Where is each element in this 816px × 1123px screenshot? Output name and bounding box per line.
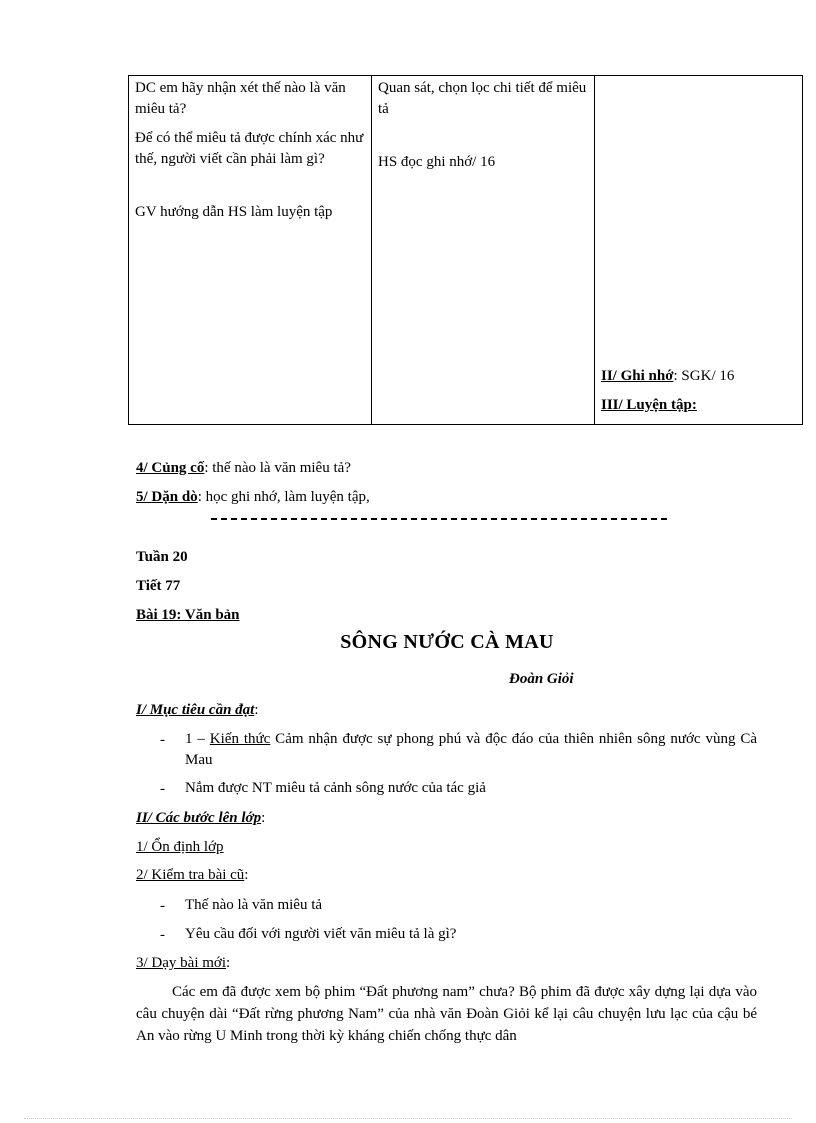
step-2: 2/ Kiểm tra bài cũ: (136, 867, 249, 883)
consolidate-text: : thế nào là văn miêu tả? (204, 460, 351, 476)
objective-item-1: 1 – Kiến thức Cảm nhận được sự phong phú và độc đáo của thiên nhiên sông nước vùng Cà Mau (185, 731, 757, 768)
consolidate-label: 4/ Củng cố (136, 460, 205, 476)
review-question-1: Thế nào là văn miêu tả (185, 897, 323, 913)
teacher-question-1: DC em hãy nhận xét thế nào là văn miêu tả? (135, 80, 346, 117)
content-column (595, 76, 802, 424)
teacher-activity-column (129, 76, 372, 424)
step-3: 3/ Dạy bài mới: (136, 955, 231, 971)
knowledge-label: Kiến thức (209, 731, 271, 747)
practice-label: III/ Luyện tập: (601, 397, 697, 413)
lesson-label: Bài 19: Văn bản (136, 607, 240, 623)
memorize-label: II/ Ghi nhớ (601, 368, 674, 384)
homework-text: : học ghi nhớ, làm luyện tập, (197, 489, 370, 505)
student-answer-1: Quan sát, chọn lọc chi tiết để miêu tả (378, 80, 587, 117)
practice-section (601, 395, 734, 416)
bullet-marker: - (160, 732, 165, 748)
consolidate-line (136, 458, 351, 479)
step-2-label: 2/ Kiểm tra bài cũ (136, 867, 245, 883)
student-activity-column (372, 76, 595, 424)
author-name: Đoàn Giỏi (509, 671, 574, 687)
objective-item-2: Nắm được NT miêu tả cảnh sông nước của tác giả (185, 780, 486, 796)
steps-heading: II/ Các bước lên lớp: (136, 810, 266, 826)
week-label: Tuần 20 (136, 549, 188, 565)
memorize-section (601, 366, 734, 387)
section-divider (211, 518, 667, 520)
bullet-marker: - (160, 927, 165, 943)
objectives-heading: I/ Mục tiêu cần đạt: (136, 702, 259, 718)
steps-label: II/ Các bước lên lớp (136, 810, 262, 826)
page-footer-line (24, 1118, 792, 1119)
homework-label: 5/ Dặn dò (136, 489, 198, 505)
student-answer-2: HS đọc ghi nhớ/ 16 (378, 154, 496, 170)
teacher-question-2: Để có thể miêu tả được chính xác như thế, người viết cần phải làm gì? (135, 130, 364, 167)
objectives-label: I/ Mục tiêu cần đạt (136, 702, 255, 718)
page-title: SÔNG NƯỚC CÀ MAU (340, 631, 554, 653)
period-label: Tiết 77 (136, 578, 181, 594)
bullet-marker: - (160, 898, 165, 914)
teacher-instruction: GV hướng dẫn HS làm luyện tập (135, 204, 333, 220)
homework-line (136, 487, 370, 508)
step-1: 1/ Ổn định lớp (136, 839, 224, 855)
lesson-table (128, 75, 803, 425)
memorize-text: : SGK/ 16 (673, 368, 735, 384)
bullet-marker: - (160, 781, 165, 797)
review-question-2: Yêu cầu đối với người viết văn miêu tả là gì? (185, 926, 457, 942)
step-3-label: 3/ Dạy bài mới (136, 955, 226, 971)
intro-paragraph: Các em đã được xem bộ phim “Đất phương nam” chưa? Bộ phim đã được xây dựng lại dựa vào câu chuyện dài “Đất rừng phương Nam” của nhà văn Đoàn Giỏi kể lại câu chuyện lưu lạc của cậu bé An vào rừng U Minh trong thời kỳ kháng chiến chống thực dân (136, 984, 757, 1044)
